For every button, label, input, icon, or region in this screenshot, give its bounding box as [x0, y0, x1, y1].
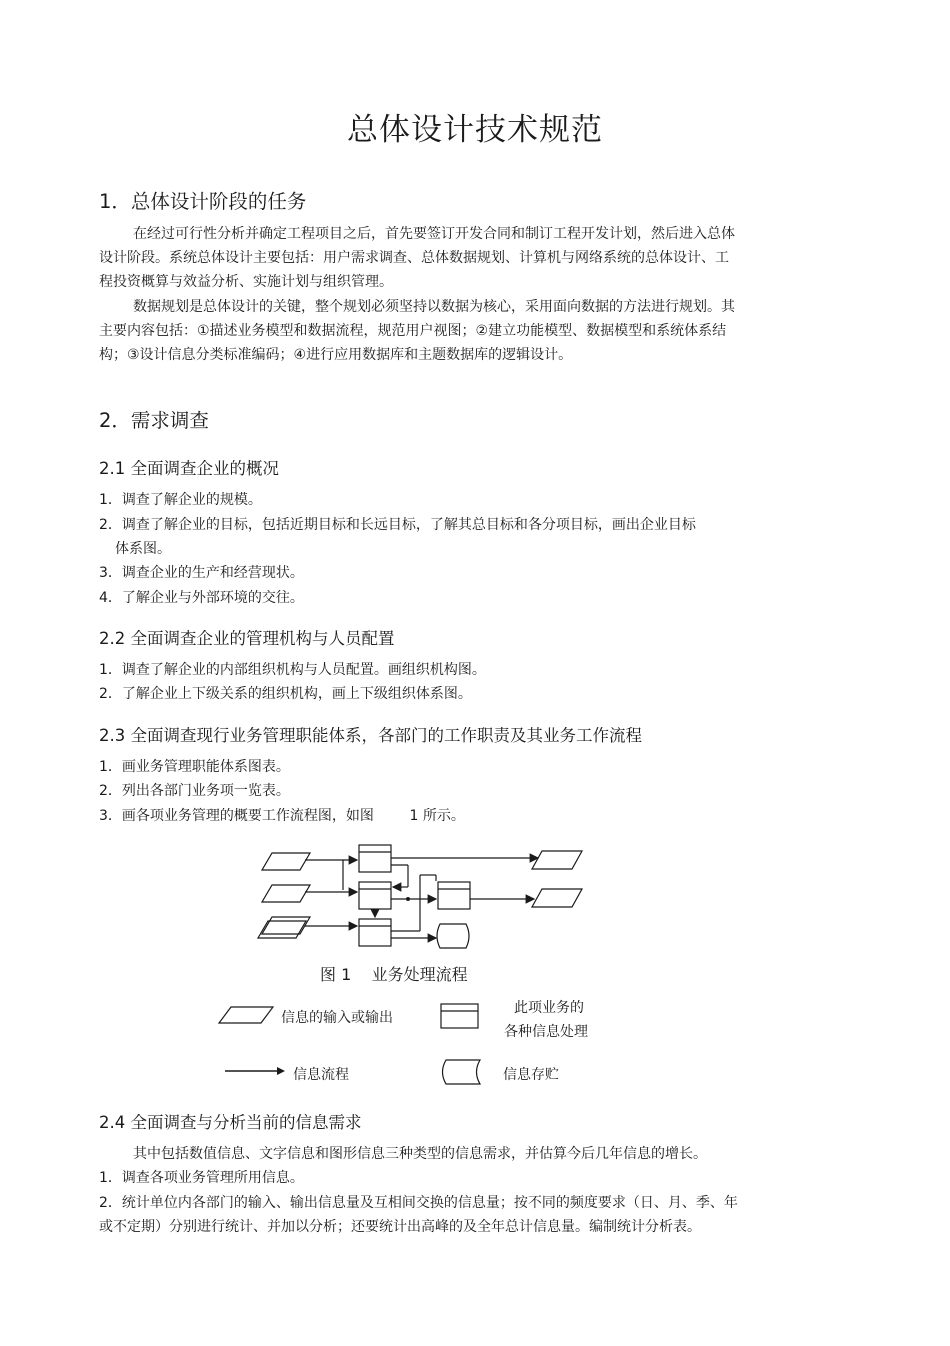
list-item: 2．统计单位内各部门的输入、输出信息量及互相间交换的信息量；按不同的频度要求（日、月、季、年 [99, 1195, 738, 1211]
storage-legend-icon [438, 1058, 484, 1086]
io-shape-1 [262, 853, 310, 870]
process-box-2 [359, 882, 391, 909]
io-shape-out-2 [532, 889, 582, 907]
io-legend-icon [215, 1004, 275, 1026]
process-box-3 [359, 919, 391, 946]
legend-flow-label: 信息流程 [293, 1067, 349, 1083]
list-item-continuation: 体系图。 [115, 541, 171, 557]
list-item: 1．画业务管理职能体系图表。 [99, 759, 290, 775]
io-shape-out-1 [532, 851, 582, 869]
list-item: 1．调查了解企业的规模。 [99, 492, 262, 508]
storage-shape [437, 924, 469, 948]
list-item: 1．调查各项业务管理所用信息。 [99, 1170, 304, 1186]
flow-legend-arrow-icon [224, 1064, 286, 1078]
legend-storage-label: 信息存贮 [503, 1067, 559, 1083]
list-item-continuation: 或不定期）分别进行统计、并加以分析；还要统计出高峰的及全年总计信息量。编制统计分析表。 [99, 1219, 701, 1235]
figure-caption: 图 1 业务处理流程 [320, 965, 468, 984]
list-item: 2．了解企业上下级关系的组织机构，画上下级组织体系图。 [99, 686, 472, 702]
process-box-1 [359, 845, 391, 872]
sec1-para2-line: 数据规划是总体设计的关键，整个规划必须坚持以数据为核心，采用面向数据的方法进行规划。其 [133, 299, 735, 315]
legend-process-label-2: 各种信息处理 [504, 1024, 588, 1040]
legend-process-label-1: 此项业务的 [514, 1000, 584, 1016]
legend-io-label: 信息的输入或输出 [281, 1010, 393, 1026]
list-item: 1．调查了解企业的内部组织机构与人员配置。画组织机构图。 [99, 662, 486, 678]
business-flow-diagram [250, 835, 590, 955]
section-2-2-heading: 2.2 全面调查企业的管理机构与人员配置 [99, 629, 395, 648]
list-item: 2．列出各部门业务项一览表。 [99, 783, 290, 799]
list-item: 3．调查企业的生产和经营现状。 [99, 565, 304, 581]
sec1-para1-line: 程投资概算与效益分析、实施计划与组织管理。 [99, 274, 393, 290]
section-2-3-heading: 2.3 全面调查现行业务管理职能体系，各部门的工作职责及其业务工作流程 [99, 726, 642, 745]
section-2-heading: 2．需求调查 [99, 409, 209, 432]
document-title: 总体设计技术规范 [347, 112, 603, 148]
sec1-para2-line: 构；③设计信息分类标准编码；④进行应用数据库和主题数据库的逻辑设计。 [99, 347, 573, 363]
sec1-para2-line: 主要内容包括：①描述业务模型和数据流程，规范用户视图；②建立功能模型、数据模型和系统体系结 [99, 323, 727, 339]
section-1-heading: 1．总体设计阶段的任务 [99, 190, 307, 213]
sec2-4-intro: 其中包括数值信息、文字信息和图形信息三种类型的信息需求，并估算今后几年信息的增长。 [133, 1146, 707, 1162]
io-shape-2 [262, 885, 310, 902]
list-item: 4．了解企业与外部环境的交往。 [99, 590, 304, 606]
section-2-4-heading: 2.4 全面调查与分析当前的信息需求 [99, 1113, 362, 1132]
sec1-para1-line: 设计阶段。系统总体设计主要包括：用户需求调查、总体数据规划、计算机与网络系统的总体设计、工 [99, 250, 729, 266]
process-box-4 [438, 882, 470, 909]
section-2-1-heading: 2.1 全面调查企业的概况 [99, 459, 279, 478]
process-legend-icon [440, 1002, 480, 1030]
list-item: 3．画各项业务管理的概要工作流程图，如图 1 所示。 [99, 808, 465, 824]
sec1-para1-line: 在经过可行性分析并确定工程项目之后，首先要签订开发合同和制订工程开发计划，然后进入总体 [133, 226, 735, 242]
list-item: 2．调查了解企业的目标，包括近期目标和长远目标，了解其总目标和各分项目标，画出企业目标 [99, 517, 696, 533]
